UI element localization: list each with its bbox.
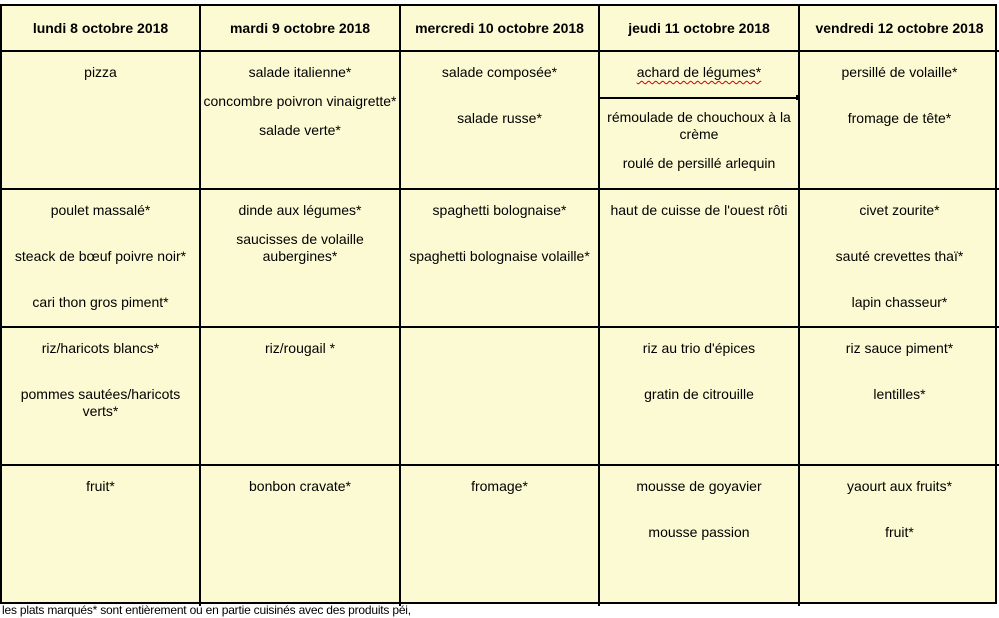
dish: pommes sautées/haricots verts* <box>20 386 181 419</box>
dish: mousse passion <box>648 524 750 540</box>
entree-wednesday <box>401 52 600 190</box>
entree-monday <box>2 52 201 190</box>
plat-thursday <box>600 190 800 328</box>
accompagnement-wednesday <box>401 328 600 466</box>
dessert-monday <box>2 466 201 606</box>
accompagnement-friday <box>800 328 999 466</box>
dish: riz sauce piment* <box>845 340 954 356</box>
dessert-wednesday <box>401 466 600 606</box>
dish: fruit* <box>86 478 115 494</box>
dish: persillé de volaille* <box>841 64 958 80</box>
header-thursday: jeudi 11 octobre 2018 <box>600 6 800 52</box>
plat-wednesday <box>401 190 600 328</box>
dish: dinde aux légumes* <box>238 202 362 218</box>
dessert-thursday <box>600 466 800 606</box>
entree-thursday <box>600 52 800 190</box>
dish: fromage de tête* <box>847 110 952 126</box>
dessert-tuesday <box>201 466 401 606</box>
dish: roulé de persillé arlequin <box>622 155 776 171</box>
footnote: les plats marqués* sont entièrement ou en partie cuisinés avec des produits péi, <box>2 603 411 617</box>
header-friday: vendredi 12 octobre 2018 <box>800 6 999 52</box>
dish: salade italienne* <box>248 64 352 80</box>
dessert-friday <box>800 466 999 606</box>
dish: concombre poivron vinaigrette* <box>203 93 397 109</box>
dish: lapin chasseur* <box>851 294 948 310</box>
dish: gratin de citrouille <box>644 386 754 402</box>
dish: civet zourite* <box>859 202 940 218</box>
dish: riz/haricots blancs* <box>41 340 160 356</box>
dish: cari thon gros piment* <box>32 294 169 310</box>
accompagnement-monday <box>2 328 201 466</box>
dish: salade composée* <box>441 64 558 80</box>
header-wednesday: mercredi 10 octobre 2018 <box>401 6 600 52</box>
menu-table <box>0 4 997 604</box>
dish: salade verte* <box>259 122 341 138</box>
dish: pizza <box>84 64 117 80</box>
dish <box>602 64 796 81</box>
dish: haut de cuisse de l'ouest rôti <box>610 202 788 218</box>
dish-text: achard de légumes* <box>636 64 762 80</box>
dish: rémoulade de chouchoux à la crème <box>607 109 791 142</box>
dish: fruit* <box>885 524 914 540</box>
entree-friday <box>800 52 999 190</box>
dish: sauté crevettes thaï* <box>835 248 964 264</box>
header-tuesday: mardi 9 octobre 2018 <box>201 6 401 52</box>
dish: lentilles* <box>873 386 926 402</box>
dish: riz au trio d'épices <box>642 340 756 356</box>
plat-friday <box>800 190 999 328</box>
accompagnement-thursday <box>600 328 800 466</box>
plat-tuesday <box>201 190 401 328</box>
accompagnement-tuesday <box>201 328 401 466</box>
dish: poulet massalé* <box>50 202 151 218</box>
dish: spaghetti bolognaise* <box>432 202 567 218</box>
dish: yaourt aux fruits* <box>846 478 953 494</box>
dish: fromage* <box>471 478 528 494</box>
entree-tuesday <box>201 52 401 190</box>
dish: steack de bœuf poivre noir* <box>14 248 187 264</box>
dish: spaghetti bolognaise volaille* <box>409 248 590 264</box>
plat-monday <box>2 190 201 328</box>
dish: riz/rougail * <box>264 340 336 356</box>
dish: salade russe* <box>457 110 542 126</box>
dish: saucisses de volaille aubergines* <box>236 231 364 264</box>
header-monday: lundi 8 octobre 2018 <box>2 6 201 52</box>
dish: bonbon cravate* <box>249 478 351 494</box>
cell-divider <box>600 97 798 99</box>
dish: mousse de goyavier <box>636 478 762 494</box>
